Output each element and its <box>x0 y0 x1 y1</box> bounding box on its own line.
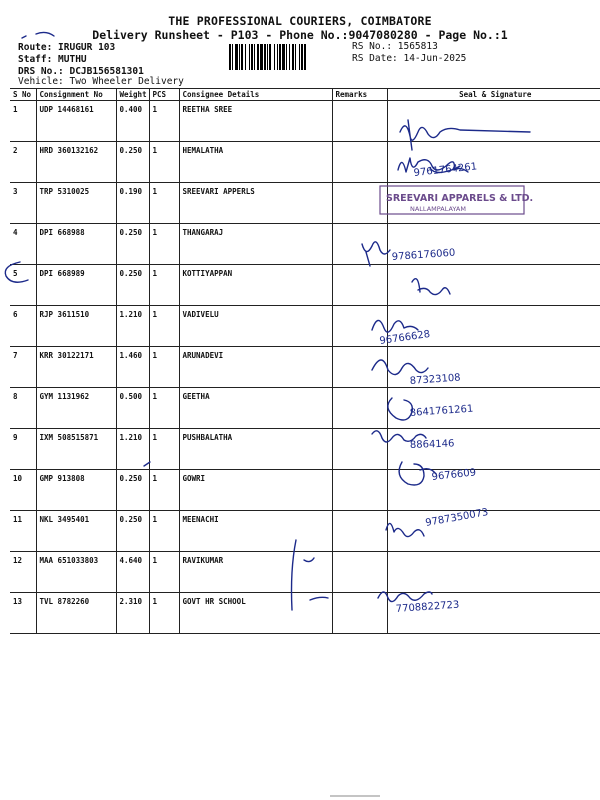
weight-cell: 0.250 <box>116 265 149 306</box>
consignee-cell: THANGARAJ <box>179 224 332 265</box>
remarks-cell <box>332 429 387 470</box>
pcs-cell: 1 <box>149 347 179 388</box>
sno-cell: 1 <box>10 101 36 142</box>
col-sno: S No <box>10 89 36 101</box>
signature-cell <box>387 511 600 552</box>
weight-cell: 1.210 <box>116 429 149 470</box>
pcs-cell: 1 <box>149 183 179 224</box>
pcs-cell: 1 <box>149 101 179 142</box>
table-row <box>10 511 600 552</box>
svg-text:8864146: 8864146 <box>409 438 455 451</box>
weight-cell: 0.190 <box>116 183 149 224</box>
col-pcs: PCS <box>149 89 179 101</box>
table-row <box>10 306 600 347</box>
pcs-cell: 1 <box>149 142 179 183</box>
table-row <box>10 347 600 388</box>
remarks-cell <box>332 265 387 306</box>
table-row <box>10 101 600 142</box>
table-row <box>10 142 600 183</box>
sno-cell: 9 <box>10 429 36 470</box>
signature-cell <box>387 183 600 224</box>
signature-cell <box>387 265 600 306</box>
remarks-cell <box>332 470 387 511</box>
col-signature: Seal & Signature <box>387 89 600 101</box>
consignee-cell: GOVT HR SCHOOL <box>179 593 332 634</box>
pcs-cell: 1 <box>149 593 179 634</box>
weight-cell: 0.250 <box>116 142 149 183</box>
table-row <box>10 593 600 634</box>
table-row <box>10 388 600 429</box>
pcs-cell: 1 <box>149 224 179 265</box>
consignment-cell: IXM 508515871 <box>36 429 116 470</box>
consignee-cell: RAVIKUMAR <box>179 552 332 593</box>
consignee-cell: KOTTIYAPPAN <box>179 265 332 306</box>
svg-text:9786176060: 9786176060 <box>391 247 456 263</box>
table-row <box>10 470 600 511</box>
weight-cell: 2.310 <box>116 593 149 634</box>
col-remarks: Remarks <box>332 89 387 101</box>
consignee-cell: SREEVARI APPERLS <box>179 183 332 224</box>
signature-cell <box>387 101 600 142</box>
consignment-cell: NKL 3495401 <box>36 511 116 552</box>
consignment-cell: GYM 1131962 <box>36 388 116 429</box>
weight-cell: 0.250 <box>116 470 149 511</box>
consignee-cell: GOWRI <box>179 470 332 511</box>
consignee-cell: PUSHBALATHA <box>179 429 332 470</box>
route-label: Route: IRUGUR 103 <box>18 42 116 53</box>
staff-label: Staff: MUTHU <box>18 54 87 65</box>
runsheet-table <box>10 88 600 634</box>
col-consignment: Consignment No <box>36 89 116 101</box>
consignee-cell: VADIVELU <box>179 306 332 347</box>
sno-cell: 3 <box>10 183 36 224</box>
remarks-cell <box>332 306 387 347</box>
pcs-cell: 1 <box>149 552 179 593</box>
remarks-cell <box>332 388 387 429</box>
table-row <box>10 224 600 265</box>
consignee-cell: HEMALATHA <box>179 142 332 183</box>
remarks-cell <box>332 552 387 593</box>
weight-cell: 1.210 <box>116 306 149 347</box>
weight-cell: 0.500 <box>116 388 149 429</box>
sno-cell: 5 <box>10 265 36 306</box>
svg-text:8641761261: 8641761261 <box>409 403 474 419</box>
weight-cell: 0.250 <box>116 224 149 265</box>
consignment-cell: UDP 14468161 <box>36 101 116 142</box>
consignment-cell: DPI 668988 <box>36 224 116 265</box>
pcs-cell: 1 <box>149 511 179 552</box>
table-header-row <box>10 89 600 101</box>
weight-cell: 0.250 <box>116 511 149 552</box>
remarks-cell <box>332 347 387 388</box>
remarks-cell <box>332 511 387 552</box>
consignment-cell: GMP 913808 <box>36 470 116 511</box>
signature-cell <box>387 224 600 265</box>
sno-cell: 11 <box>10 511 36 552</box>
signature-cell <box>387 347 600 388</box>
stamp-line2: NALLAMPALAYAM <box>410 205 466 213</box>
sno-cell: 13 <box>10 593 36 634</box>
consignment-cell: HRD 360132162 <box>36 142 116 183</box>
svg-text:9787350073: 9787350073 <box>424 507 490 529</box>
svg-text:9676609: 9676609 <box>431 467 477 483</box>
table-row <box>10 552 600 593</box>
weight-cell: 4.640 <box>116 552 149 593</box>
pcs-cell: 1 <box>149 306 179 347</box>
weight-cell: 1.460 <box>116 347 149 388</box>
signature-cell <box>387 429 600 470</box>
col-consignee: Consignee Details <box>179 89 332 101</box>
consignee-cell: REETHA SREE <box>179 101 332 142</box>
remarks-cell <box>332 142 387 183</box>
consignee-cell: GEETHA <box>179 388 332 429</box>
sno-cell: 12 <box>10 552 36 593</box>
signature-cell <box>387 593 600 634</box>
table-row <box>10 183 600 224</box>
rs-info <box>352 41 466 65</box>
sno-cell: 4 <box>10 224 36 265</box>
sno-cell: 10 <box>10 470 36 511</box>
rs-number: RS No.: 1565813 <box>352 41 438 52</box>
company-title: THE PROFESSIONAL COURIERS, COIMBATORE <box>168 14 432 28</box>
drs-number: DRS No.: DCJB156581301 <box>18 66 144 77</box>
remarks-cell <box>332 224 387 265</box>
consignment-cell: MAA 651033803 <box>36 552 116 593</box>
signature-cell <box>387 142 600 183</box>
svg-text:7708822723: 7708822723 <box>395 599 460 615</box>
consignment-cell: DPI 668989 <box>36 265 116 306</box>
svg-text:96766628: 96766628 <box>378 328 431 347</box>
barcode-icon <box>228 44 343 70</box>
pcs-cell: 1 <box>149 265 179 306</box>
consignment-cell: KRR 30122171 <box>36 347 116 388</box>
sno-cell: 8 <box>10 388 36 429</box>
sno-cell: 6 <box>10 306 36 347</box>
table-row <box>10 265 600 306</box>
runsheet-subtitle: Delivery Runsheet - P103 - Phone No.:9047080280 - Page No.:1 <box>92 28 508 42</box>
pcs-cell: 1 <box>149 470 179 511</box>
sno-cell: 2 <box>10 142 36 183</box>
svg-text:9761764261: 9761764261 <box>413 161 478 179</box>
consignee-cell: ARUNADEVI <box>179 347 332 388</box>
table-row <box>10 429 600 470</box>
consignment-cell: TVL 8782260 <box>36 593 116 634</box>
svg-text:87323108: 87323108 <box>409 372 461 387</box>
signature-cell <box>387 552 600 593</box>
pcs-cell: 1 <box>149 388 179 429</box>
stamp-line1: SREEVARI APPARELS & LTD. <box>386 193 534 204</box>
pcs-cell: 1 <box>149 429 179 470</box>
consignee-cell: MEENACHI <box>179 511 332 552</box>
remarks-cell <box>332 183 387 224</box>
signature-cell <box>387 306 600 347</box>
vehicle-label: Vehicle: Two Wheeler Delivery <box>18 76 184 87</box>
remarks-cell <box>332 593 387 634</box>
col-weight: Weight <box>116 89 149 101</box>
weight-cell: 0.400 <box>116 101 149 142</box>
signature-cell <box>387 470 600 511</box>
signature-cell <box>387 388 600 429</box>
consignment-cell: TRP 5310025 <box>36 183 116 224</box>
consignment-cell: RJP 3611510 <box>36 306 116 347</box>
sno-cell: 7 <box>10 347 36 388</box>
rs-date: RS Date: 14-Jun-2025 <box>352 53 467 64</box>
remarks-cell <box>332 101 387 142</box>
